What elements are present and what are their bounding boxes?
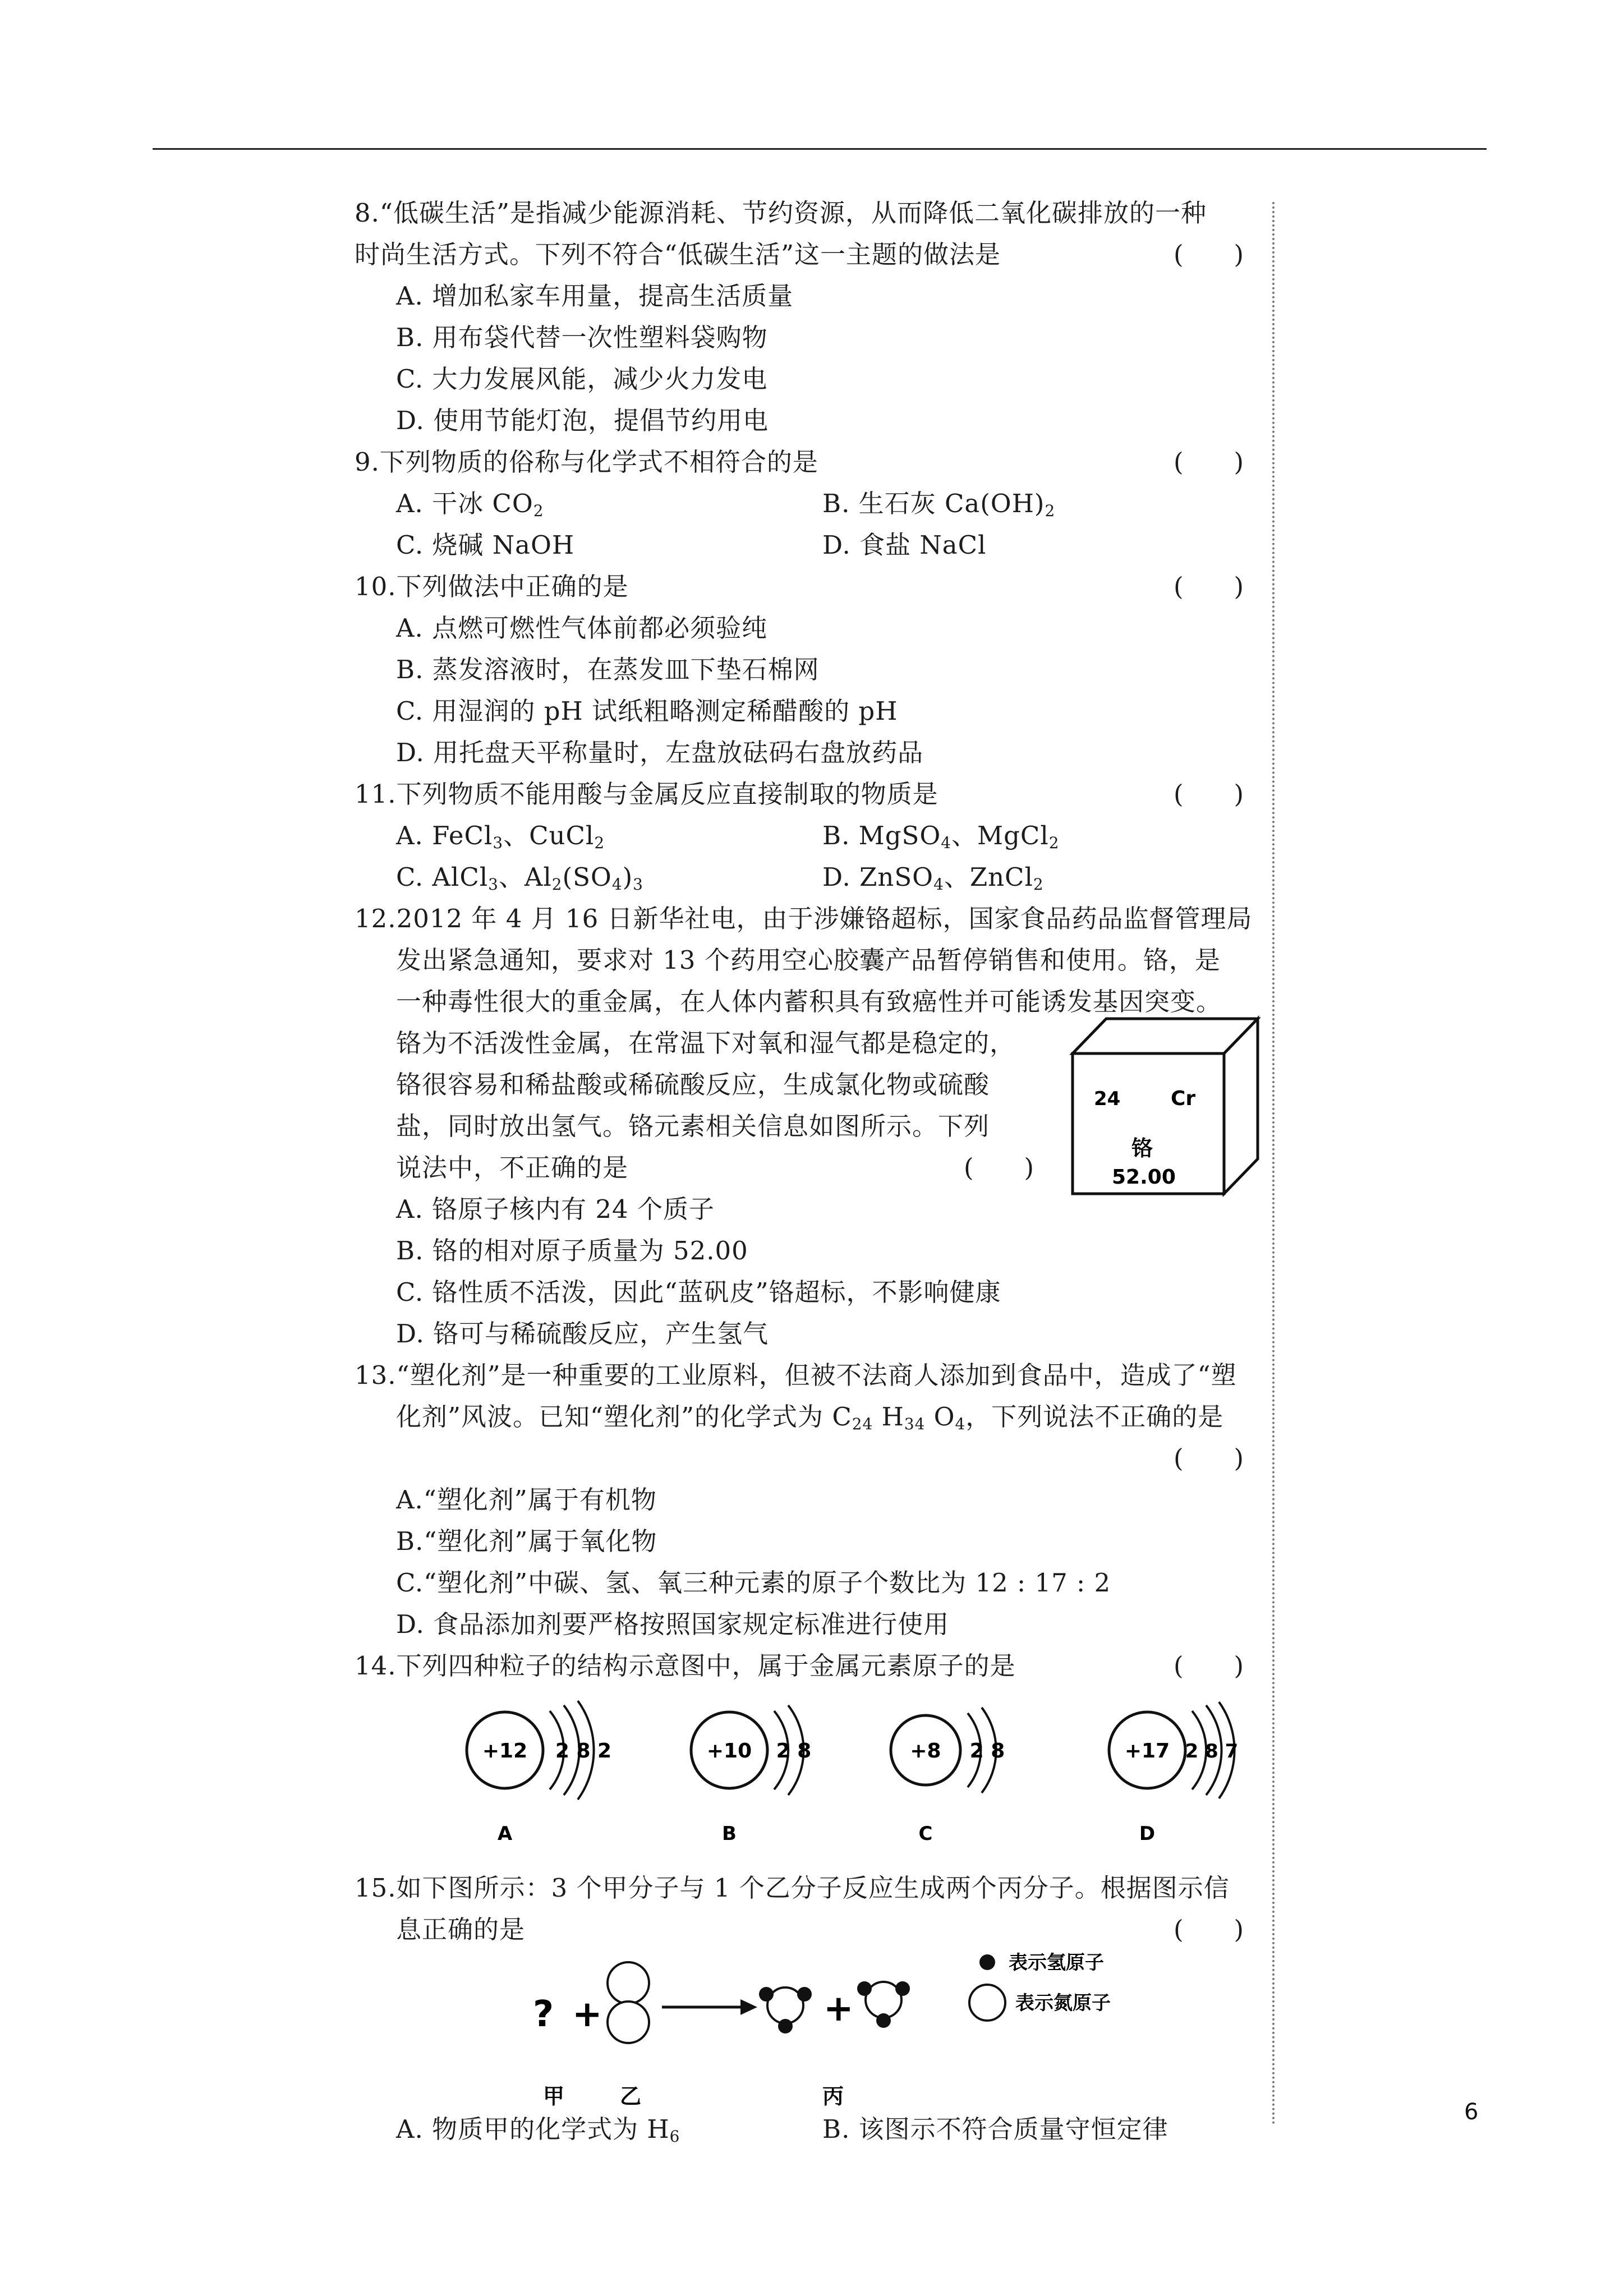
q11-option-b: B. MgSO$_4$、MgCl$_2$	[822, 821, 1060, 852]
nh3-molecule	[759, 1987, 812, 2033]
page-number: 6	[1464, 2099, 1479, 2125]
label-jia: 甲	[543, 2084, 565, 2109]
q13-option-c: C.“塑化剂”中碳、氢、氧三种元素的原子个数比为 12 : 17 : 2	[396, 1568, 1111, 1598]
q9-option-d: D. 食盐 NaCl	[822, 530, 987, 560]
q11-option-d: D. ZnSO$_4$、ZnCl$_2$	[822, 862, 1044, 894]
q9-stem: 9.下列物质的俗称与化学式不相符合的是	[355, 447, 818, 477]
q10-option-d: D. 用托盘天平称量时，左盘放砝码右盘放药品	[396, 738, 924, 767]
answer-paren: ( )	[1174, 1443, 1244, 1473]
label-yi: 乙	[620, 2084, 642, 2109]
q11-stem: 11.下列物质不能用酸与金属反应直接制取的物质是	[355, 779, 938, 809]
q9-option-a: A. 干冰 $CO_2$	[396, 489, 544, 520]
q12-stem-line1: 12.2012 年 4 月 16 日新华社电，由于涉嫌铬超标，国家食品药品监督管理局	[355, 904, 1253, 933]
atom-diagram-c	[891, 1708, 1005, 1845]
q8-stem-line1: 8.“低碳生活”是指减少能源消耗、节约资源，从而降低二氧化碳排放的一种	[355, 198, 1207, 228]
plus-sign: +	[572, 1994, 602, 2035]
n2-molecule	[608, 1962, 649, 2043]
atom-label: A	[497, 1823, 513, 1845]
answer-paren: ( )	[1174, 240, 1244, 269]
q14-stem: 14.下列四种粒子的结构示意图中，属于金属元素原子的是	[355, 1651, 1016, 1681]
q12-option-d: D. 铬可与稀硫酸反应，产生氢气	[396, 1319, 769, 1349]
q11-option-c: C. AlCl$_3$、$Al_2(SO_4)_3$	[396, 862, 643, 894]
answer-paren: ( )	[1174, 779, 1244, 809]
electron-shells: 2 8 7	[1185, 1740, 1239, 1763]
nucleus-charge: +8	[910, 1740, 941, 1763]
q12-option-c: C. 铬性质不活泼，因此“蓝矾皮”铬超标，不影响健康	[396, 1277, 1001, 1307]
q12-stem-line7: 说法中，不正确的是	[396, 1153, 629, 1182]
q15-option-b: B. 该图示不符合质量守恒定律	[822, 2114, 1168, 2144]
q8-option-d: D. 使用节能灯泡，提倡节约用电	[396, 406, 769, 435]
reaction-arrow	[662, 1999, 757, 2015]
q9-option-b: B. 生石灰 $Ca(OH)_2$	[822, 489, 1056, 520]
nh3-molecule	[857, 1981, 910, 2028]
plus-sign: +	[823, 1988, 854, 2030]
q12-stem-line6: 盐，同时放出氢气。铬元素相关信息如图所示。下列	[396, 1111, 990, 1141]
chromium-element-cube	[1073, 1014, 1275, 1205]
element-mass: 52.00	[1112, 1166, 1176, 1189]
nucleus-charge: +12	[482, 1740, 528, 1763]
q8-option-a: A. 增加私家车用量，提高生活质量	[396, 281, 794, 311]
q15-option-a: A. 物质甲的化学式为 $H_6$	[396, 2114, 680, 2146]
q12-stem-line5: 铬很容易和稀盐酸或稀硫酸反应，生成氯化物或硫酸	[396, 1070, 990, 1099]
reaction-diagram	[522, 1941, 1195, 2126]
q12-option-a: A. 铬原子核内有 24 个质子	[396, 1194, 715, 1224]
legend-h-text: 表示氢原子	[1009, 1952, 1104, 1974]
electron-shells: 2 8	[776, 1740, 812, 1763]
q12-option-b: B. 铬的相对原子质量为 52.00	[396, 1236, 748, 1266]
answer-paren: ( )	[1174, 572, 1244, 601]
nucleus-charge: +17	[1124, 1740, 1170, 1763]
q10-option-a: A. 点燃可燃性气体前都必须验纯	[396, 613, 768, 643]
legend-hydrogen	[979, 1952, 1104, 1974]
atom-diagram-d	[1109, 1702, 1238, 1845]
element-symbol: Cr	[1171, 1087, 1196, 1110]
q9-option-c: C. 烧碱 NaOH	[396, 530, 575, 560]
q8-option-b: B. 用布袋代替一次性塑料袋购物	[396, 323, 768, 352]
q10-stem: 10.下列做法中正确的是	[355, 572, 629, 601]
q13-option-a: A.“塑化剂”属于有机物	[396, 1485, 657, 1515]
answer-paren: ( )	[1174, 1915, 1244, 1944]
q11-option-a: A. FeCl$_3$、CuCl$_2$	[396, 821, 605, 852]
legend-n-text: 表示氮原子	[1015, 1992, 1111, 2014]
unknown-molecule-mark: ?	[533, 1994, 554, 2035]
element-name: 铬	[1131, 1136, 1153, 1161]
atom-diagram-a	[467, 1701, 611, 1845]
legend-nitrogen	[969, 1985, 1111, 2021]
answer-paren: ( )	[1174, 1651, 1244, 1681]
q8-stem-line2: 时尚生活方式。下列不符合“低碳生活”这一主题的做法是	[355, 240, 1001, 269]
q8-option-c: C. 大力发展风能，减少火力发电	[396, 364, 768, 394]
q13-stem-line2: 化剂”风波。已知“塑化剂”的化学式为 $C_{24}$ $H_{34}$ $O_4$，下列说法不正确的是	[396, 1402, 1224, 1433]
atom-label: B	[722, 1823, 737, 1845]
atom-label: C	[918, 1823, 933, 1845]
q10-option-c: C. 用湿润的 pH 试纸粗略测定稀醋酸的 pH	[396, 696, 898, 726]
electron-shells: 2 8	[969, 1740, 1005, 1763]
atom-diagram-b	[691, 1705, 811, 1845]
q15-stem-line1: 15.如下图所示：3 个甲分子与 1 个乙分子反应生成两个丙分子。根据图示信	[355, 1873, 1230, 1903]
q13-option-b: B.“塑化剂”属于氧化物	[396, 1526, 657, 1556]
element-number: 24	[1094, 1088, 1121, 1110]
q13-option-d: D. 食品添加剂要严格按照国家规定标准进行使用	[396, 1609, 950, 1639]
atom-label: D	[1139, 1823, 1156, 1845]
q12-stem-line2: 发出紧急通知，要求对 13 个药用空心胶囊产品暂停销售和使用。铬，是	[396, 945, 1221, 975]
q12-stem-line3: 一种毒性很大的重金属，在人体内蓄积具有致癌性并可能诱发基因突变。	[396, 987, 1222, 1016]
atom-structure-diagrams	[438, 1672, 1239, 1851]
answer-paren: ( )	[1174, 447, 1244, 477]
label-bing: 丙	[822, 2084, 844, 2109]
q12-stem-line4: 铬为不活泼性金属，在常温下对氧和湿气都是稳定的，	[396, 1028, 1016, 1058]
electron-shells: 2 8 2	[555, 1740, 612, 1763]
q15-stem-line2: 息正确的是	[396, 1915, 526, 1944]
q13-stem-line1: 13.“塑化剂”是一种重要的工业原料，但被不法商人添加到食品中，造成了“塑	[355, 1360, 1237, 1390]
q10-option-b: B. 蒸发溶液时，在蒸发皿下垫石棉网	[396, 655, 820, 684]
answer-paren: ( )	[964, 1153, 1034, 1182]
nucleus-charge: +10	[706, 1740, 752, 1763]
